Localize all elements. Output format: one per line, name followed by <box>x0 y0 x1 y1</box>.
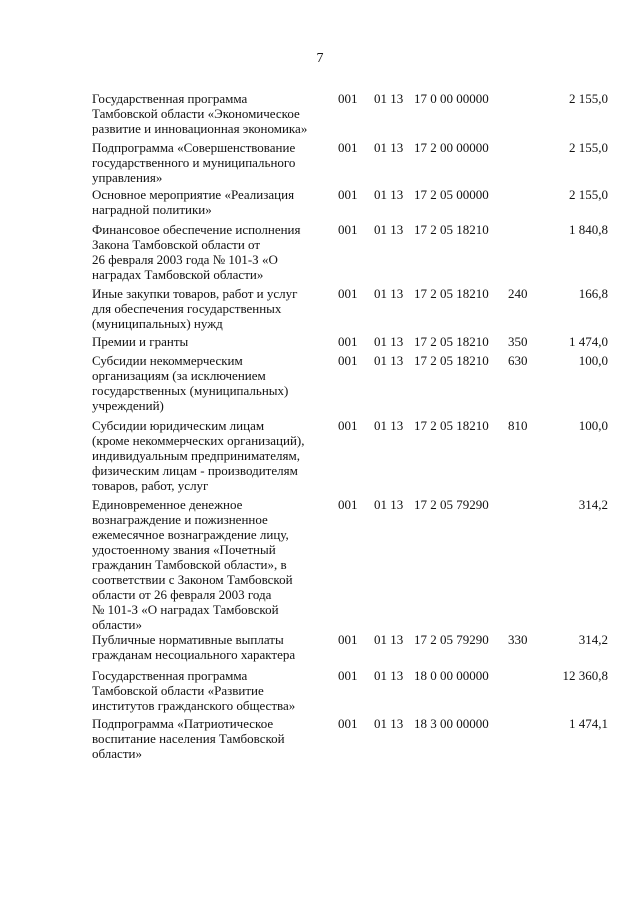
ministry-code: 001 <box>338 418 358 433</box>
row-name-line: Публичные нормативные выплаты <box>92 632 284 647</box>
target-article-code: 17 2 05 18210 <box>414 222 489 237</box>
section-code: 01 13 <box>374 91 404 106</box>
row-name-line: учреждений) <box>92 398 164 413</box>
row-name-line: Премии и гранты <box>92 334 189 349</box>
target-article-code: 17 0 00 00000 <box>414 91 489 106</box>
row-name-line: Подпрограмма «Патриотическое <box>92 716 274 731</box>
amount: 1 474,0 <box>569 334 608 349</box>
row-name <box>92 353 327 413</box>
row-name <box>92 140 327 185</box>
row-name-line: гражданам несоциального характера <box>92 647 296 662</box>
amount: 1 840,8 <box>569 222 608 237</box>
ministry-code: 001 <box>338 286 358 301</box>
row-name-line: Тамбовской области «Экономическое <box>92 106 300 121</box>
row-name-line: Иные закупки товаров, работ и услуг <box>92 286 298 301</box>
target-article-code: 18 3 00 00000 <box>414 716 489 731</box>
page-number: 7 <box>316 51 324 66</box>
row-name <box>92 91 327 136</box>
row-name-line: удостоенному звания «Почетный <box>92 542 276 557</box>
ministry-code: 001 <box>338 668 358 683</box>
section-code: 01 13 <box>374 286 404 301</box>
amount: 100,0 <box>578 353 608 368</box>
ministry-code: 001 <box>338 716 358 731</box>
row-name-line: Субсидии некоммерческим <box>92 353 243 368</box>
row-name-line: государственных (муниципальных) <box>92 383 289 398</box>
row-name-line: Государственная программа <box>92 668 248 683</box>
expense-type-code: 350 <box>508 334 528 349</box>
target-article-code: 17 2 05 79290 <box>414 632 489 647</box>
row-name-line: (муниципальных) нужд <box>92 316 223 331</box>
row-name-line: области» <box>92 746 142 761</box>
row-name-line: развитие и инновационная экономика» <box>92 121 308 136</box>
row-name <box>92 187 327 217</box>
row-name <box>92 418 327 493</box>
section-code: 01 13 <box>374 334 404 349</box>
row-name-line: № 101-З «О наградах Тамбовской <box>92 602 279 617</box>
amount: 100,0 <box>578 418 608 433</box>
section-code: 01 13 <box>374 140 404 155</box>
section-code: 01 13 <box>374 632 404 647</box>
ministry-code: 001 <box>338 353 358 368</box>
target-article-code: 17 2 05 18210 <box>414 334 489 349</box>
ministry-code: 001 <box>338 91 358 106</box>
amount: 1 474,1 <box>569 716 608 731</box>
target-article-code: 17 2 05 18210 <box>414 418 489 433</box>
row-name-line: Государственная программа <box>92 91 248 106</box>
ministry-code: 001 <box>338 187 358 202</box>
row-name-line: вознаграждение и пожизненное <box>92 512 268 527</box>
expense-type-code: 630 <box>508 353 528 368</box>
row-name-line: 26 февраля 2003 года № 101-З «О <box>92 252 278 267</box>
row-name <box>92 632 327 662</box>
row-name-line: области от 26 февраля 2003 года <box>92 587 272 602</box>
section-code: 01 13 <box>374 497 404 512</box>
row-name-line: Субсидии юридическим лицам <box>92 418 265 433</box>
row-name-line: наградной политики» <box>92 202 212 217</box>
amount: 2 155,0 <box>569 91 608 106</box>
section-code: 01 13 <box>374 353 404 368</box>
row-name-line: институтов гражданского общества» <box>92 698 296 713</box>
target-article-code: 17 2 05 18210 <box>414 286 489 301</box>
ministry-code: 001 <box>338 497 358 512</box>
row-name-line: Подпрограмма «Совершенствование <box>92 140 296 155</box>
row-name <box>92 668 327 713</box>
target-article-code: 17 2 05 00000 <box>414 187 489 202</box>
row-name-line: товаров, работ, услуг <box>92 478 209 493</box>
expense-type-code: 810 <box>508 418 528 433</box>
row-name-line: государственного и муниципального <box>92 155 296 170</box>
target-article-code: 17 2 05 79290 <box>414 497 489 512</box>
amount: 166,8 <box>578 286 608 301</box>
row-name-line: индивидуальным предпринимателям, <box>92 448 300 463</box>
ministry-code: 001 <box>338 632 358 647</box>
row-name <box>92 334 327 349</box>
row-name-line: управления» <box>92 170 163 185</box>
row-name-line: физическим лицам - производителям <box>92 463 298 478</box>
section-code: 01 13 <box>374 187 404 202</box>
ministry-code: 001 <box>338 140 358 155</box>
row-name <box>92 286 327 331</box>
expense-type-code: 330 <box>508 632 528 647</box>
row-name-line: Тамбовской области «Развитие <box>92 683 264 698</box>
ministry-code: 001 <box>338 222 358 237</box>
row-name-line: гражданин Тамбовской области», в <box>92 557 287 572</box>
target-article-code: 17 2 00 00000 <box>414 140 489 155</box>
section-code: 01 13 <box>374 418 404 433</box>
row-name <box>92 222 327 282</box>
amount: 2 155,0 <box>569 140 608 155</box>
row-name-line: соответствии с Законом Тамбовской <box>92 572 293 587</box>
target-article-code: 17 2 05 18210 <box>414 353 489 368</box>
row-name-line: организациям (за исключением <box>92 368 266 383</box>
row-name-line: (кроме некоммерческих организаций), <box>92 433 305 448</box>
ministry-code: 001 <box>338 334 358 349</box>
row-name-line: ежемесячное вознаграждение лицу, <box>92 527 289 542</box>
section-code: 01 13 <box>374 716 404 731</box>
row-name-line: области» <box>92 617 142 632</box>
row-name <box>92 716 327 761</box>
amount: 314,2 <box>578 632 608 647</box>
row-name-line: Основное мероприятие «Реализация <box>92 187 295 202</box>
row-name <box>92 497 327 632</box>
row-name-line: воспитание населения Тамбовской <box>92 731 285 746</box>
row-name-line: Закона Тамбовской области от <box>92 237 261 252</box>
amount: 2 155,0 <box>569 187 608 202</box>
expense-type-code: 240 <box>508 286 528 301</box>
row-name-line: Финансовое обеспечение исполнения <box>92 222 301 237</box>
row-name-line: для обеспечения государственных <box>92 301 282 316</box>
row-name-line: наградах Тамбовской области» <box>92 267 264 282</box>
amount: 12 360,8 <box>562 668 608 683</box>
row-name-line: Единовременное денежное <box>92 497 243 512</box>
target-article-code: 18 0 00 00000 <box>414 668 489 683</box>
section-code: 01 13 <box>374 222 404 237</box>
amount: 314,2 <box>578 497 608 512</box>
section-code: 01 13 <box>374 668 404 683</box>
